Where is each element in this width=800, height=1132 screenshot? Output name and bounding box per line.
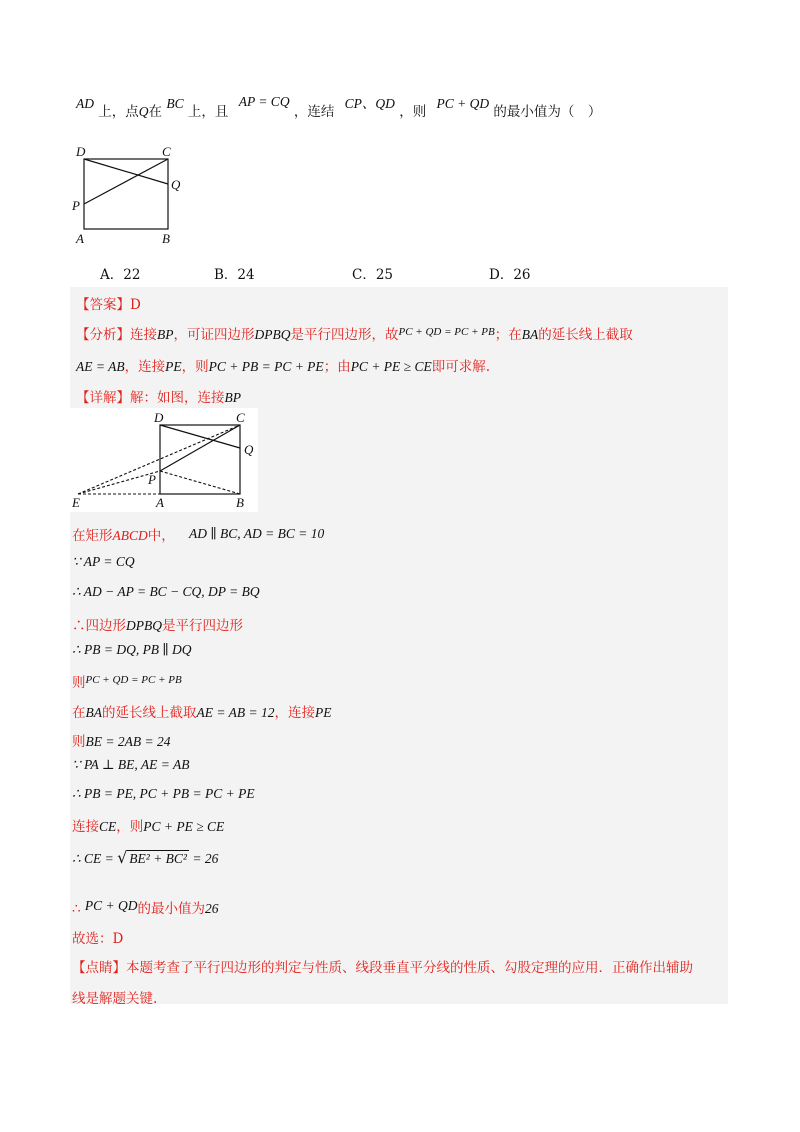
analysis-math: AE = AB <box>76 359 125 374</box>
step-4 <box>72 614 243 634</box>
question-math-ad: AD <box>76 96 94 111</box>
step-math: ∵ AP = CQ <box>72 554 135 569</box>
question-text: 的最小值为（ ） <box>493 104 602 120</box>
step-10 <box>72 786 255 802</box>
question-text: 上，且 <box>187 104 229 120</box>
step-text: 故选： <box>72 931 113 947</box>
question-line <box>76 94 602 120</box>
step-text: ∴四边形 <box>72 618 126 634</box>
label-d: D <box>76 144 86 159</box>
option-a: A．22 <box>100 267 141 283</box>
step-math: AD ∥ BC, AD = BC = 10 <box>189 526 325 541</box>
analysis-math: PC + PB = PC + PE <box>208 359 324 374</box>
step-math: ∵ PA ⊥ BE, AE = AB <box>72 757 190 772</box>
step-math: DPBQ <box>126 618 162 633</box>
label-d: D <box>154 410 164 425</box>
question-text: 在 <box>148 104 163 120</box>
figure-rectangle-abcd <box>70 142 190 252</box>
step-13 <box>72 897 219 917</box>
comment-line-2 <box>72 987 157 1007</box>
step-text: 的延长线上截取 <box>102 705 197 721</box>
analysis-line-2 <box>76 355 490 375</box>
step-9 <box>72 757 190 773</box>
comment-tag: 【点睛】 <box>72 960 126 976</box>
question-math-connect: CP、QD <box>344 96 395 111</box>
step-6 <box>72 671 182 691</box>
analysis-text: ，连接 <box>124 359 166 375</box>
analysis-math: PC + PE ≥ CE <box>350 359 432 374</box>
answer-value: D <box>130 297 141 313</box>
step-2 <box>72 554 135 570</box>
label-b: B <box>162 231 170 246</box>
step-math-radicand: BE² + BC² <box>129 851 187 866</box>
step-3 <box>72 584 260 600</box>
question-text: 上，点 <box>98 104 139 120</box>
answer-line <box>76 293 141 313</box>
step-math: ABCD <box>112 528 148 543</box>
step-14 <box>72 927 123 947</box>
answer-tag: 【答案】 <box>76 297 130 313</box>
label-q: Q <box>244 442 254 457</box>
step-text: ，连接 <box>274 705 315 721</box>
analysis-math: BA <box>521 327 539 342</box>
segment-dq <box>84 159 168 184</box>
analysis-line-1 <box>76 323 633 343</box>
question-math-bc: BC <box>166 96 184 111</box>
label-a: A <box>156 495 164 510</box>
step-math: 26 <box>205 901 219 916</box>
step-text: 的最小值为 <box>137 901 205 917</box>
label-c: C <box>162 144 171 159</box>
option-c: C．25 <box>352 267 394 283</box>
step-12 <box>72 848 218 867</box>
analysis-math: BP <box>157 327 174 342</box>
step-1 <box>72 524 324 544</box>
analysis-math: PE <box>165 359 182 374</box>
step-text: 在 <box>72 705 86 721</box>
step-math: AE = AB = 12 <box>196 705 275 720</box>
step-math: PE <box>314 705 332 720</box>
analysis-text: ，可证四边形 <box>173 327 255 343</box>
step-text: 则 <box>72 734 86 750</box>
option-d: D．26 <box>489 267 531 283</box>
analysis-text: ；在 <box>494 327 522 343</box>
step-text: 在矩形 <box>72 528 113 544</box>
step-math: CE <box>99 819 117 834</box>
analysis-text: 即可求解. <box>431 359 490 375</box>
analysis-math: DPBQ <box>254 327 291 342</box>
rectangle-abcd <box>84 159 168 229</box>
label-p: P <box>148 472 156 487</box>
step-math: PC + QD = PC + PB <box>85 674 182 686</box>
label-b: B <box>236 495 244 510</box>
comment-text: 线是解题关键. <box>72 991 158 1007</box>
analysis-text: 是平行四边形，故 <box>290 327 399 343</box>
comment-text: 本题考查了平行四边形的判定与性质、线段垂直平分线的性质、勾股定理的应用．正确作出辅助 <box>126 960 693 976</box>
label-e: E <box>72 495 80 510</box>
question-math-q: Q <box>138 104 149 119</box>
step-7 <box>72 701 331 721</box>
sqrt-symbol: √ <box>117 848 128 867</box>
detail-math: BP <box>224 390 241 405</box>
step-text: D <box>112 931 124 947</box>
label-a: A <box>76 231 84 246</box>
step-math: BE = 2AB = 24 <box>85 734 171 749</box>
question-math-condition: AP = CQ <box>238 94 290 109</box>
step-text: ，则 <box>116 819 144 835</box>
analysis-math: PC + QD = PC + PB <box>398 326 495 338</box>
analysis-text: 连接 <box>130 327 157 343</box>
detail-tag: 【详解】 <box>76 390 130 406</box>
analysis-text: 的延长线上截取 <box>538 327 633 343</box>
analysis-tag: 【分析】 <box>76 327 130 343</box>
analysis-text: ；由 <box>323 359 351 375</box>
segment-pc <box>84 159 168 204</box>
figure-background <box>70 408 258 512</box>
step-text: ∴ <box>72 901 81 917</box>
question-text: ，则 <box>399 104 427 120</box>
step-text: 连接 <box>72 819 99 835</box>
detail-text: 解：如图，连接 <box>130 390 225 406</box>
detail-header <box>76 386 241 406</box>
step-text: 中， <box>147 528 175 544</box>
figure-auxiliary-construction <box>70 408 258 512</box>
comment-line-1 <box>72 956 693 976</box>
step-math: BA <box>85 705 102 720</box>
step-5 <box>72 642 192 658</box>
step-math: = 26 <box>188 851 219 866</box>
step-8 <box>72 730 170 750</box>
step-text: 则 <box>72 675 86 691</box>
label-c: C <box>236 410 245 425</box>
label-p: P <box>72 198 80 213</box>
label-q: Q <box>171 177 181 192</box>
option-b: B．24 <box>214 267 255 283</box>
question-math-expr: PC + QD <box>436 96 490 111</box>
step-11 <box>72 815 224 835</box>
step-math: PC + QD <box>84 898 138 913</box>
step-math: ∴ CE = <box>72 851 118 866</box>
step-text: 是平行四边形 <box>162 618 243 634</box>
step-math: ∴ PB = PE, PC + PB = PC + PE <box>72 786 255 801</box>
step-math: PC + PE ≥ CE <box>143 819 225 834</box>
step-math: ∴ AD − AP = BC − CQ, DP = BQ <box>72 584 260 599</box>
analysis-text: ，则 <box>181 359 209 375</box>
question-text: ，连结 <box>293 104 335 120</box>
step-math: ∴ PB = DQ, PB ∥ DQ <box>72 642 192 657</box>
